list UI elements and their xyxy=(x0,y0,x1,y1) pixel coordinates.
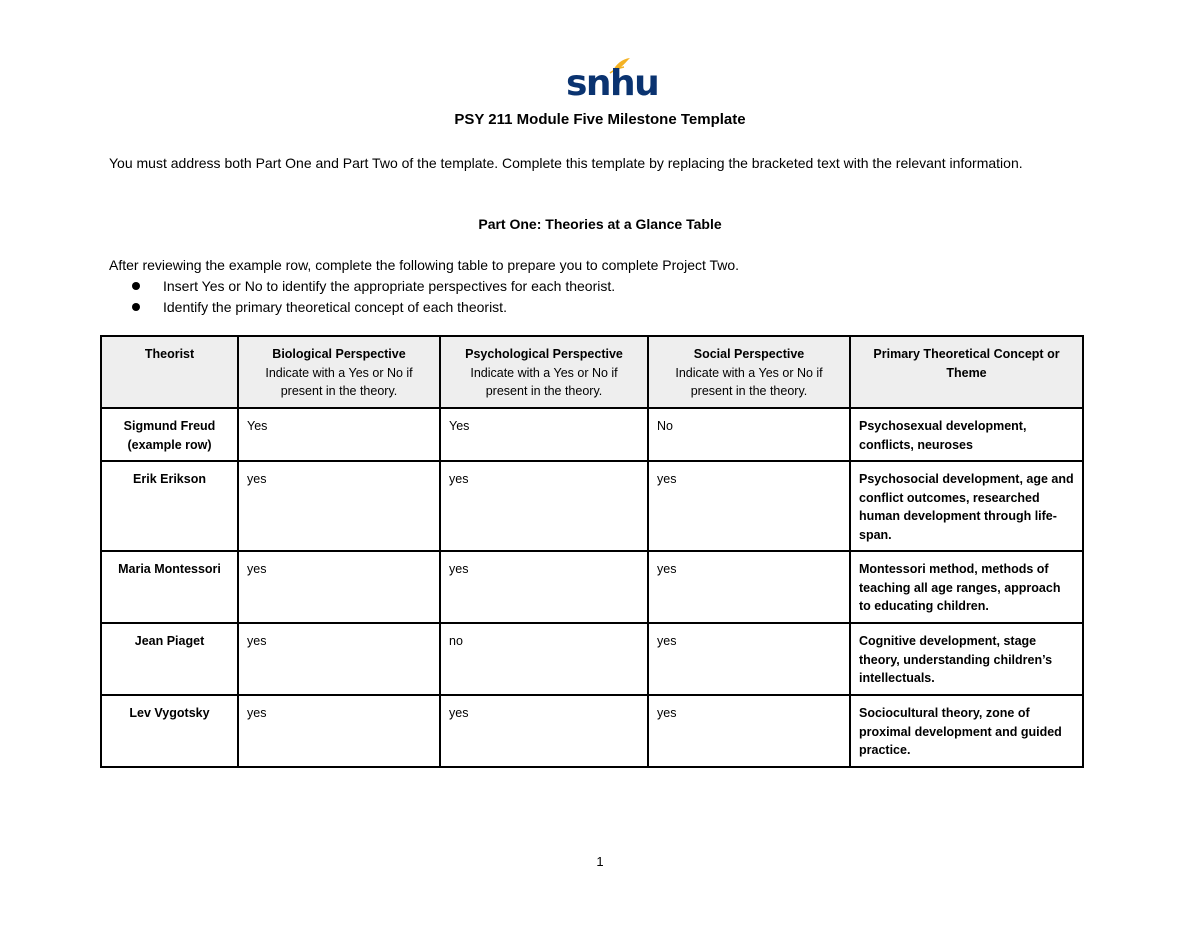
cell-psychological: yes xyxy=(440,695,648,767)
instructions-text: After reviewing the example row, complete the following table to prepare you to complete Project Two. xyxy=(109,257,740,273)
bullet-text: Insert Yes or No to identify the appropriate perspectives for each theorist. xyxy=(163,278,616,294)
cell-biological: yes xyxy=(238,695,440,767)
bullet-dot-icon xyxy=(132,282,140,290)
logo-text: snhu xyxy=(566,63,659,104)
cell-theorist: Lev Vygotsky xyxy=(101,695,238,767)
page-number: 1 xyxy=(596,854,604,869)
table-row xyxy=(101,551,1083,623)
cell-biological: yes xyxy=(238,551,440,623)
bullet-dot-icon xyxy=(132,303,140,311)
instruction-bullets xyxy=(132,276,615,318)
header-theorist: Theorist xyxy=(101,336,238,408)
cell-social: No xyxy=(648,408,850,461)
table-row xyxy=(101,461,1083,551)
cell-psychological: Yes xyxy=(440,408,648,461)
part-one-heading: Part One: Theories at a Glance Table xyxy=(478,216,722,232)
cell-social: yes xyxy=(648,461,850,551)
cell-psychological: yes xyxy=(440,551,648,623)
header-psychological: Psychological Perspective Indicate with a Yes or No if present in the theory. xyxy=(440,336,648,408)
cell-psychological: yes xyxy=(440,461,648,551)
cell-social: yes xyxy=(648,695,850,767)
cell-biological: yes xyxy=(238,461,440,551)
cell-concept: Sociocultural theory, zone of proximal development and guided practice. xyxy=(850,695,1083,767)
table-header-row xyxy=(101,336,1083,408)
cell-social: yes xyxy=(648,551,850,623)
table-row xyxy=(101,623,1083,695)
cell-social: yes xyxy=(648,623,850,695)
cell-concept: Psychosexual development, conflicts, neuroses xyxy=(850,408,1083,461)
snhu-logo xyxy=(560,56,659,104)
cell-biological: Yes xyxy=(238,408,440,461)
bullet-item xyxy=(132,297,615,318)
bullet-item xyxy=(132,276,615,297)
header-social: Social Perspective Indicate with a Yes or No if present in the theory. xyxy=(648,336,850,408)
cell-theorist: Erik Erikson xyxy=(101,461,238,551)
cell-biological: yes xyxy=(238,623,440,695)
cell-concept: Montessori method, methods of teaching all age ranges, approach to educating children. xyxy=(850,551,1083,623)
bullet-text: Identify the primary theoretical concept of each theorist. xyxy=(163,299,507,315)
cell-theorist: Jean Piaget xyxy=(101,623,238,695)
document-title: PSY 211 Module Five Milestone Template xyxy=(454,111,746,128)
table-row xyxy=(101,695,1083,767)
cell-psychological: no xyxy=(440,623,648,695)
header-biological: Biological Perspective Indicate with a Yes or No if present in the theory. xyxy=(238,336,440,408)
intro-paragraph: You must address both Part One and Part Two of the template. Complete this template by replacing the bracketed text with the relevant information. xyxy=(109,155,1023,171)
cell-concept: Psychosocial development, age and conflict outcomes, researched human development through life-span. xyxy=(850,461,1083,551)
table-row xyxy=(101,408,1083,461)
cell-concept: Cognitive development, stage theory, understanding children’s intellectuals. xyxy=(850,623,1083,695)
header-concept: Primary Theoretical Concept or Theme xyxy=(850,336,1083,408)
cell-theorist: Maria Montessori xyxy=(101,551,238,623)
cell-theorist: Sigmund Freud (example row) xyxy=(101,408,238,461)
theories-table xyxy=(100,335,1084,768)
